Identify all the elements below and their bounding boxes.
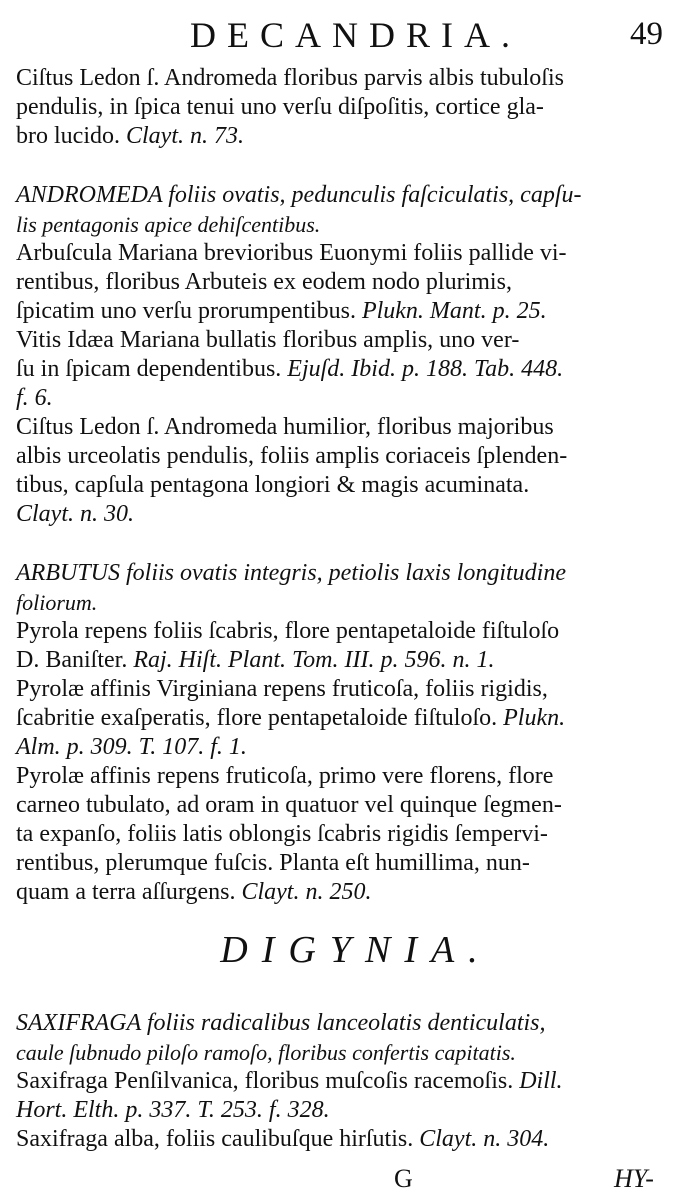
citation: f. 6. [16,385,53,411]
text-line: tibus, capſula pentagona longiori & magis acuminata. [16,472,530,498]
text-span: ſu in ſpicam dependentibus. [16,356,282,382]
spacer [16,529,676,559]
text-line [16,122,676,151]
genus-name: ARBUTUS [16,560,120,586]
catchword: HY- [614,1164,654,1193]
species-diagnosis-line [16,1009,676,1038]
diagnosis-text: foliis radicalibus lanceolatis denticulatis, [146,1010,546,1036]
text-span: ſcabritie exaſperatis, flore pentapetaloide fiſtuloſo. [16,705,498,731]
text-line [16,704,676,733]
species-diagnosis-line: lis pentagonis apice dehiſcentibus. [16,212,321,237]
text-line: Pyrolæ affinis repens fruticoſa, primo vere florens, flore [16,763,554,789]
text-line [16,1125,676,1154]
diagnosis-text: foliis ovatis, pedunculis faſciculatis, capſu- [168,182,582,208]
text-span: Saxifraga alba, foliis caulibuſque hirſutis. [16,1126,414,1152]
genus-name: ANDROMEDA [16,182,163,208]
spacer [16,985,676,1009]
saxifraga-species-entry [16,1009,676,1154]
citation: Clayt. n. 30. [16,501,134,527]
arbutus-species-entry [16,559,676,907]
text-line: albis urceolatis pendulis, foliis amplis coriaceis ſplenden- [16,443,568,469]
citation: Hort. Elth. p. 337. T. 253. f. 328. [16,1097,330,1123]
text-span: quam a terra aſſurgens. [16,879,236,905]
citation: Raj. Hiſt. Plant. Tom. III. p. 596. n. 1. [133,647,495,673]
species-diagnosis-line: caule ſubnudo piloſo ramoſo, floribus confertis capitatis. [16,1040,516,1065]
page-body [16,64,676,1154]
genus-name: SAXIFRAGA [16,1010,141,1036]
text-line: rentibus, floribus Arbuteis ex eodem nodo plurimis, [16,269,512,295]
text-span: D. Baniſter. [16,647,128,673]
citation: Clayt. n. 73. [125,123,244,149]
text-line [16,297,676,326]
text-line: Pyrolæ affinis Virginiana repens fruticoſa, foliis rigidis, [16,676,548,702]
text-span: Saxifraga Penſilvanica, floribus muſcoſis racemoſis. [16,1068,514,1094]
citation: Clayt. n. 304. [419,1126,550,1152]
citation: Clayt. n. 250. [241,879,372,905]
andromeda-species-entry [16,181,676,529]
citation: Plukn. Mant. p. 25. [361,298,547,324]
text-line: Pyrola repens foliis ſcabris, flore pentapetaloide fiſtuloſo [16,618,560,644]
species-diagnosis-line [16,181,676,210]
text-span: bro lucido. [16,123,120,149]
text-line [16,1067,676,1096]
text-span: ſpicatim uno verſu prorumpentibus. [16,298,356,324]
citation: Plukn. [503,705,566,731]
text-line: Arbuſcula Mariana brevioribus Euonymi foliis pallide vi- [16,240,567,266]
signature-mark: G [394,1164,413,1193]
andromeda-continuation-entry [16,64,676,151]
page-number: 49 [630,16,663,52]
text-line [16,646,676,675]
text-line: carneo tubulato, ad oram in quatuor vel quinque ſegmen- [16,792,562,818]
diagnosis-text: foliis ovatis integris, petiolis laxis longitudine [126,560,566,586]
running-title: DECANDRIA. [190,15,521,55]
citation: Ejuſd. Ibid. p. 188. Tab. 448. [287,356,564,382]
text-line: Ciſtus Ledon ſ. Andromeda floribus parvis albis tubuloſis [16,65,564,91]
species-diagnosis-line [16,559,676,588]
spacer [16,151,676,181]
text-line: Ciſtus Ledon ſ. Andromeda humilior, floribus majoribus [16,414,554,440]
text-line: ta expanſo, foliis latis oblongis ſcabris rigidis ſempervi- [16,821,548,847]
text-line: Vitis Idæa Mariana bullatis floribus amplis, uno ver- [16,327,520,353]
text-line [16,878,676,907]
text-line: rentibus, plerumque fuſcis. Planta eſt humillima, nun- [16,850,530,876]
page-header [0,14,691,64]
text-line [16,355,676,384]
section-heading: DIGYNIA. [220,929,492,971]
species-diagnosis-line: foliorum. [16,590,98,615]
citation: Dill. [519,1068,563,1094]
citation: Alm. p. 309. T. 107. f. 1. [16,734,247,760]
page-footer [0,1164,691,1198]
text-line: pendulis, in ſpica tenui uno verſu diſpoſitis, cortice gla- [16,94,544,120]
